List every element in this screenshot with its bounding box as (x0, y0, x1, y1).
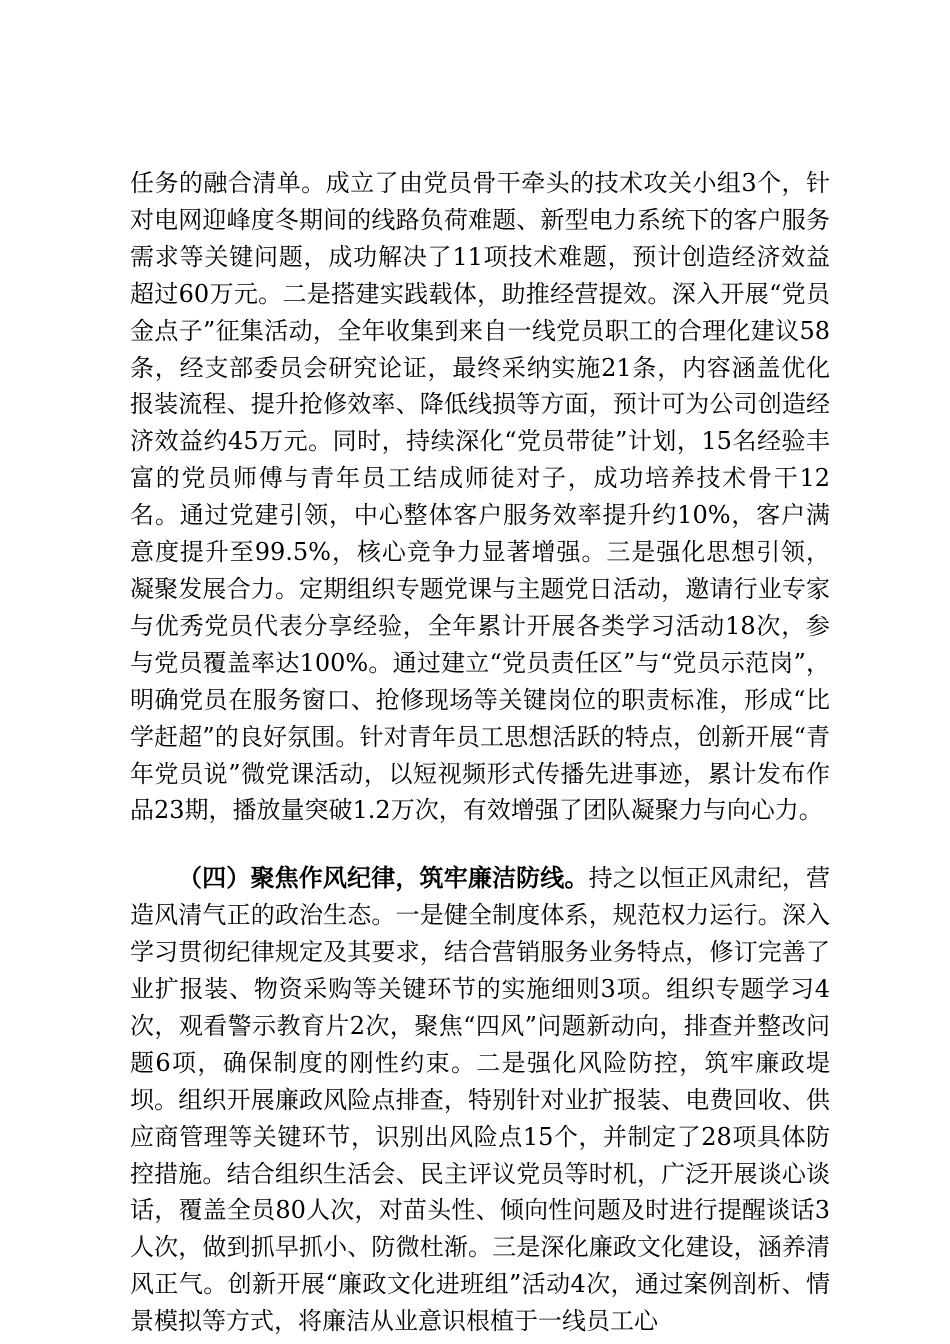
section-heading: （四）聚焦作风纪律，筑牢廉洁防线。 (178, 864, 589, 893)
section-body-text: 持之以恒正风肃纪，营造风清气正的政治生态。一是健全制度体系，规范权力运行。深入学习贯彻纪律规定及其要求，结合营销服务业务特点，修订完善了业扩报装、物资采购等关键环节的实施细则3项。组织专题学习4次，观看警示教育片2次，聚焦“四风”问题新动向，排查并整改问题6项，确保制度的刚性约束。二是强化风险防控，筑牢廉政堤坝。组织开展廉政风险点排查，特别针对业扩报装、电费回收、供应商管理等关键环节，识别出风险点15个，并制定了28项具体防控措施。结合组织生活会、民主评议党员等时机，广泛开展谈心谈话，覆盖全员80人次，对苗头性、倾向性问题及时进行提醒谈话3人次，做到抓早抓小、防微杜渐。三是深化廉政文化建设，涵养清风正气。创新开展“廉政文化进班组”活动4次，通过案例剖析、情景模拟等方式，将廉洁从业意识根植于一线员工心 (130, 864, 831, 1336)
body-paragraph: 任务的融合清单。成立了由党员骨干牵头的技术攻关小组3个，针对电网迎峰度冬期间的线路负荷难题、新型电力系统下的客户服务需求等关键问题，成功解决了11项技术难题，预计创造经济效益超过60万元。二是搭建实践载体，助推经营提效。深入开展“党员金点子”征集活动，全年收集到来自一线党员职工的合理化建议58条，经支部委员会研究论证，最终采纳实施21条，内容涵盖优化报装流程、提升抢修效率、降低线损等方面，预计可为公司创造经济效益约45万元。同时，持续深化“党员带徒”计划，15名经验丰富的党员师傅与青年员工结成师徒对子，成功培养技术骨干12名。通过党建引领，中心整体客户服务效率提升约10%，客户满意度提升至99.5%，核心竞争力显著增强。三是强化思想引领，凝聚发展合力。定期组织专题党课与主题党日活动，邀请行业专家与优秀党员代表分享经验，全年累计开展各类学习活动18次，参与党员覆盖率达100%。通过建立“党员责任区”与“党员示范岗”，明确党员在服务窗口、抢修现场等关键岗位的职责标准，形成“比学赶超”的良好氛围。针对青年员工思想活跃的特点，创新开展“青年党员说”微党课活动，以短视频形式传播先进事迹，累计发布作品23期，播放量突破1.2万次，有效增强了团队凝聚力与向心力。 (130, 169, 830, 825)
section-paragraph (130, 860, 830, 1340)
